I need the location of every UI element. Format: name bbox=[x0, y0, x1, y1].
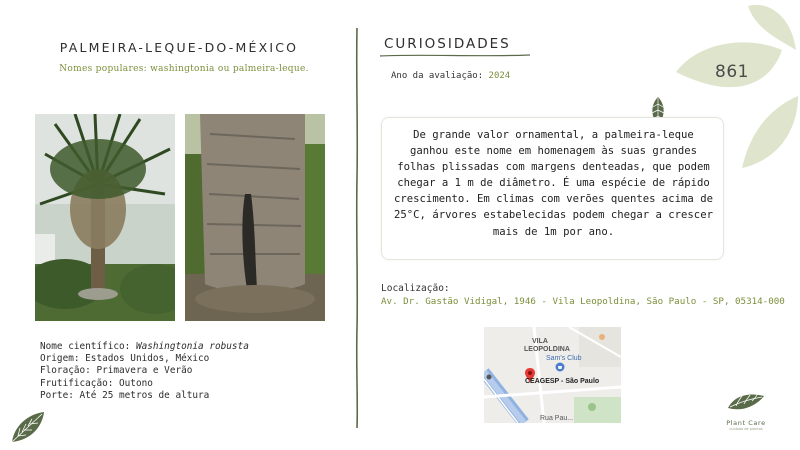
brand-leaf-icon bbox=[726, 392, 766, 414]
palm-leaf-icon bbox=[8, 408, 48, 446]
curiosities-card bbox=[381, 117, 724, 260]
flowering-row: Floração: Primavera e Verão bbox=[40, 365, 193, 377]
location-label: Localização: bbox=[381, 283, 450, 294]
map-pin-label: CEAGESP - São Paulo bbox=[525, 378, 600, 385]
map-district-label-2: LEOPOLDINA bbox=[524, 346, 570, 353]
evaluation-year-value: 2024 bbox=[488, 71, 511, 81]
brand-logo bbox=[716, 392, 776, 431]
map-store-label: Sam's Club bbox=[546, 355, 582, 362]
curiosities-text: De grande valor ornamental, a palmeira-leque ganhou este nome em homenagem às suas grandes folhas plissadas com margens denteadas, que podem chegar a 1 m de diâmetro. É uma espécie de rápido crescimento. Em climas com verões quentes acima de 25°C, árvores estabelecidas podem chegar a crescer mais de 1m por ano. bbox=[394, 129, 713, 238]
map-district-label-1: VILA bbox=[532, 338, 548, 345]
title-underline bbox=[380, 53, 530, 59]
scientific-name-row: Nome científico: Washingtonia robusta bbox=[40, 341, 249, 352]
location-map[interactable] bbox=[484, 327, 621, 423]
brand-tagline: cuidado de plantas bbox=[729, 427, 763, 431]
brand-name: Plant Care bbox=[726, 419, 766, 427]
evaluation-year: Ano da avaliação: 2024 bbox=[391, 71, 511, 81]
scientific-name: Washingtonia robusta bbox=[135, 341, 249, 352]
location-address: Av. Dr. Gastão Vidigal, 1946 - Vila Leopoldina, São Paulo - SP, 05314-000 bbox=[381, 296, 785, 307]
page-title: PALMEIRA-LEQUE-DO-MÉXICO bbox=[59, 40, 299, 55]
vertical-divider bbox=[350, 28, 364, 428]
palm-tree-photo bbox=[35, 114, 175, 321]
origin-row: Origem: Estados Unidos, México bbox=[40, 353, 210, 365]
species-facts bbox=[40, 341, 249, 402]
trunk-photo bbox=[185, 114, 325, 321]
fruiting-row: Frutificação: Outono bbox=[40, 377, 153, 389]
section-title: CURIOSIDADES bbox=[384, 36, 511, 52]
popular-names: Nomes populares: washingtonia ou palmeira-leque. bbox=[59, 64, 309, 74]
size-row: Porte: Até 25 metros de altura bbox=[40, 389, 210, 401]
map-street-label: Rua Pau... bbox=[540, 415, 574, 422]
shopping-pin-icon bbox=[555, 362, 565, 372]
record-number: 861 bbox=[715, 62, 749, 82]
